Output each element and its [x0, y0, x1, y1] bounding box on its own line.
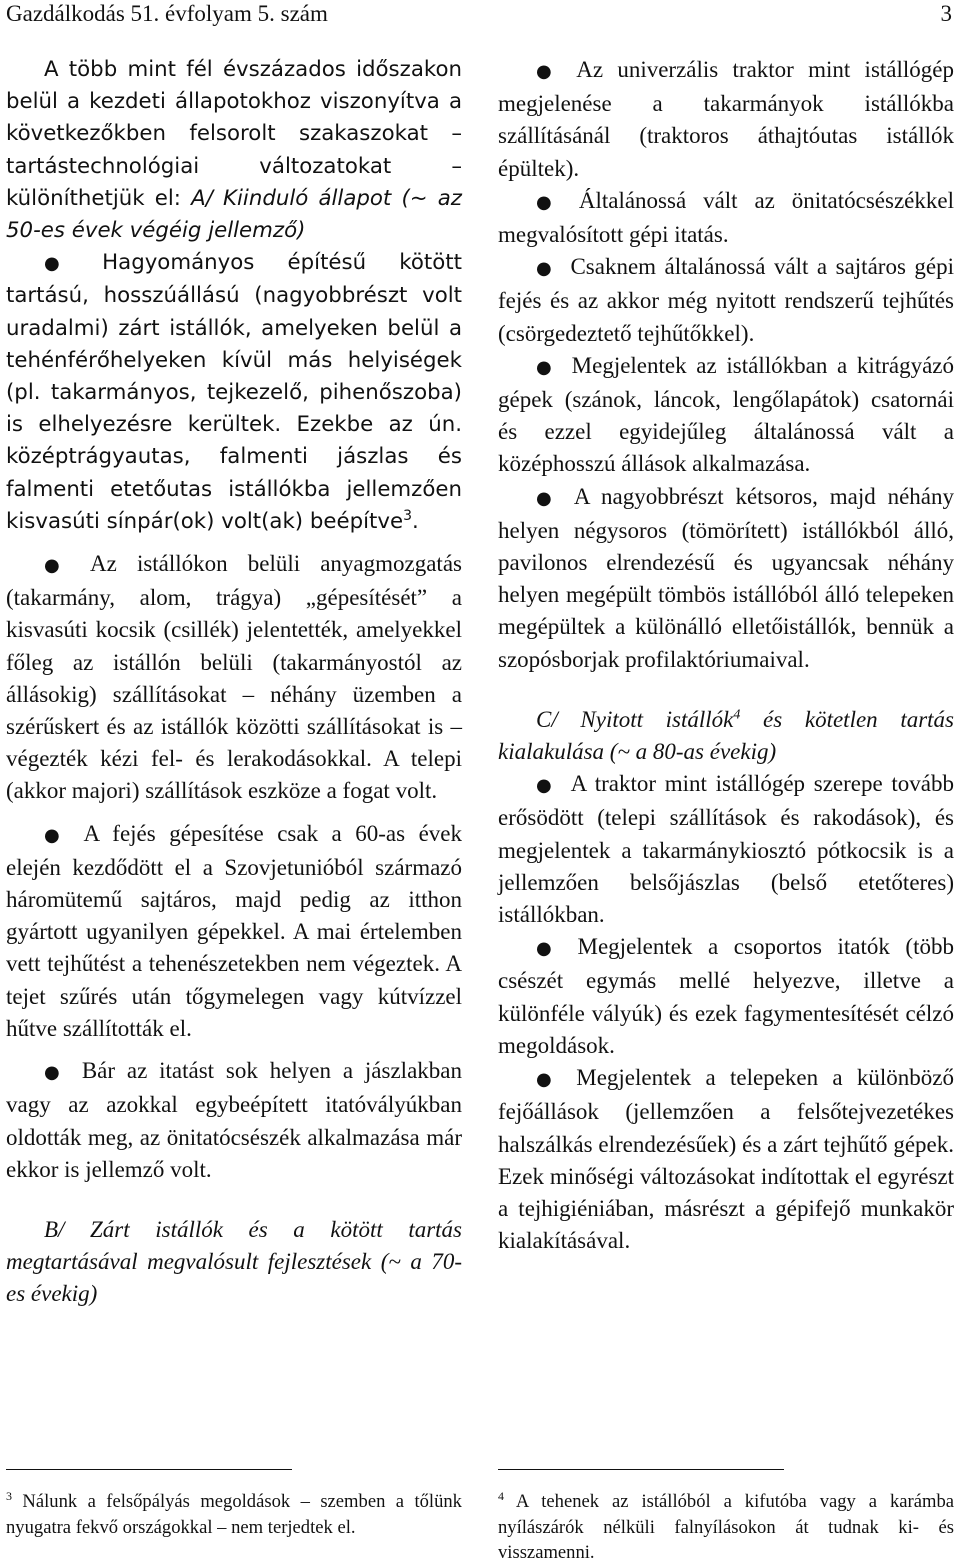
bullet-icon: ● [44, 824, 68, 846]
footnote-ref-4: 4 [733, 707, 741, 723]
bullet-itatas [6, 1055, 462, 1186]
bullet-text: Megjelentek a telepeken a különböző fejőállások (jellemzően a felsőtejvezetékes halszálkás elrendezésűek) és a zárt tejhűtő gépek. Ezek minőségi változásokat indítottak el egyrészt a tejhigiéniában, másrészt a gépifejő munkakör kialakításával. [498, 1065, 954, 1254]
footnote-ref-3: 3 [403, 507, 413, 524]
bullet-itatas-gepi [498, 185, 954, 251]
bullet-traktor [498, 54, 954, 185]
page-header [6, 0, 952, 30]
bullet-icon: ● [536, 191, 563, 213]
bullet-icon: ● [536, 258, 555, 280]
journal-title: Gazdálkodás 51. évfolyam 5. szám [6, 1, 328, 26]
bullet-icon: ● [536, 1069, 561, 1091]
bullet-icon: ● [44, 253, 87, 275]
heading-c-text: C/ Nyitott istállók [536, 706, 734, 732]
heading-c [498, 704, 954, 768]
bullet-traktor-szerepe [498, 768, 954, 931]
footnote-text: A tehenek az istállóból a kifutóba vagy a karámba nyílászárók nélküli falnyílásokon át tudnak ki- és visszamenni. [498, 1491, 954, 1563]
bullet-icon: ● [536, 775, 555, 797]
bullet-icon: ● [44, 555, 75, 577]
heading-b: B/ Zárt istállók és a kötött tartás megtartásával megvalósult fejlesztések (~ a 70-es évekig) [6, 1216, 462, 1307]
bullet-sajtaros [498, 251, 954, 350]
footnote-mark: 4 [498, 1488, 504, 1503]
heading-c-text-end: és kötetlen tartás kialakulása (~ a 80-as évekig) [498, 706, 955, 765]
footnote-divider-right [498, 1469, 784, 1470]
bullet-csoportos-itatok [498, 931, 954, 1062]
bullet-fejoallasok [498, 1062, 954, 1257]
footnote-4 [498, 1489, 954, 1566]
bullet-text: Általánossá vált az önitatócsészékkel megvalósított gépi itatás. [498, 187, 954, 248]
bullet-icon: ● [536, 487, 558, 509]
bullet-text: Az istállókon belüli anyagmozgatás (takarmány, alom, trágya) „gépesítését” a kisvasúti kocsik (csillék) jelentették, amelyekkel főleg az istállón belüli (takarmányostól az állásokig) szállításokat – néhány üzemben a szérűskert és az istállók közötti szállításokat is – végezték kézi fel- és lerakodásokkal. A telepi (akkor majori) szállítások eszköze a fogat volt. [6, 551, 462, 804]
bullet-text: Hagyományos építésű kötött tartású, hosszúállású (nagyobbrészt volt uradalmi) zárt istállók, amelyeken belül a tehénférőhelyeken kívül más helyiségek (pl. takarmányos, tejkezelő, pihenőszoba) is elhelyezésre kerültek. Ezekbe az ún. középtrágyautas, falmenti jászlas és falmenti etetőutas istállókba jellemzően kisvasúti sínpár(ok) volt(ak) beépítve [6, 250, 462, 534]
bullet-text: Csaknem általánossá vált a sajtáros gépi fejés és az akkor még nyitott rendszerű tejhűtés (csörgedeztető tejhűtőkkel). [498, 254, 954, 346]
bullet-hagyomanyos [6, 247, 462, 538]
footnote-mark: 3 [6, 1488, 12, 1503]
bullet-icon: ● [536, 356, 556, 378]
footnote-text: Nálunk a felsőpályás megoldások – szemben a tőlünk nyugatra fekvő országokkal – nem terjedtek el. [6, 1491, 462, 1538]
bullet-ketsoros [498, 481, 954, 676]
bullet-text: A nagyobbrészt kétsoros, majd néhány helyen négysoros (tömörített) istállókból álló, pavilonos elrendezésű és ugyancsak néhány helyen megépült tömbös istállóból álló telepeken megépültek a különálló elletőistállók, bennük a szopósborjak profilaktóriumaival. [498, 483, 954, 672]
bullet-text: A fejés gépesítése csak a 60-as évek elején kezdődött el a Szovjetunióból származó háromütemű sajtáros, majd pedig az itthon gyártott ugyanilyen gépekkel. A mai értelemben vett tejhűtést a tehenészetekben nem végeztek. A tejet szűrés után tőgymelegen vagy kútvízzel hűtve szállították el. [6, 820, 462, 1041]
bullet-anyagmozgatas [6, 548, 462, 808]
bullet-kitragyazo [498, 350, 954, 481]
bullet-text: Bár az itatást sok helyen a jászlakban vagy az azokkal egybeépített itatóvályúkban oldották meg, az önitatócsészék alkalmazása már ekkor is jellemző volt. [6, 1058, 462, 1182]
bullet-text: Megjelentek a csoportos itatók (több csészét egymás mellé helyezve, illetve a különféle vályúk) és ezek fagymentesítését célzó megoldások. [498, 934, 954, 1058]
footnote-3 [6, 1489, 462, 1540]
bullet-icon: ● [536, 938, 562, 960]
page-number: 3 [940, 1, 952, 26]
intro-paragraph [6, 54, 462, 247]
heading-a: A/ Kiinduló állapot (~ az 50-es évek végéig jellemző) [6, 185, 462, 244]
bullet-end: . [412, 508, 419, 534]
bullet-icon: ● [44, 1062, 66, 1084]
bullet-text: Az univerzális traktor mint istállógép megjelenése a takarmányok istállókba szállításánál (traktoros áthajtóutas istállók épültek). [498, 57, 954, 181]
bullet-text: Megjelentek az istállókban a kitrágyázó gépek (szánok, láncok, lengőlapátok) csatornái és ezzel egyidejűleg általánossá vált a középhosszú állások alkalmazása. [498, 352, 954, 477]
right-column [498, 54, 954, 1257]
left-column [6, 54, 462, 1311]
bullet-icon: ● [536, 61, 561, 82]
bullet-text: A traktor mint istállógép szerepe tovább erősödött (telepi szállítások és rakodások), és megjelentek a takarmánykiosztó pótkocsik is a jellemzően belsőjászlas (belső etetőteres) istállókban. [498, 771, 954, 928]
intro-text: A több mint fél évszázados időszakon belül a kezdeti állapotokhoz viszonyítva a következőkben felsorolt szakaszokat – tartástechnológiai változatokat – különíthetjük el: [6, 57, 462, 211]
bullet-fejes [6, 818, 462, 1045]
footnote-divider-left [6, 1469, 292, 1470]
